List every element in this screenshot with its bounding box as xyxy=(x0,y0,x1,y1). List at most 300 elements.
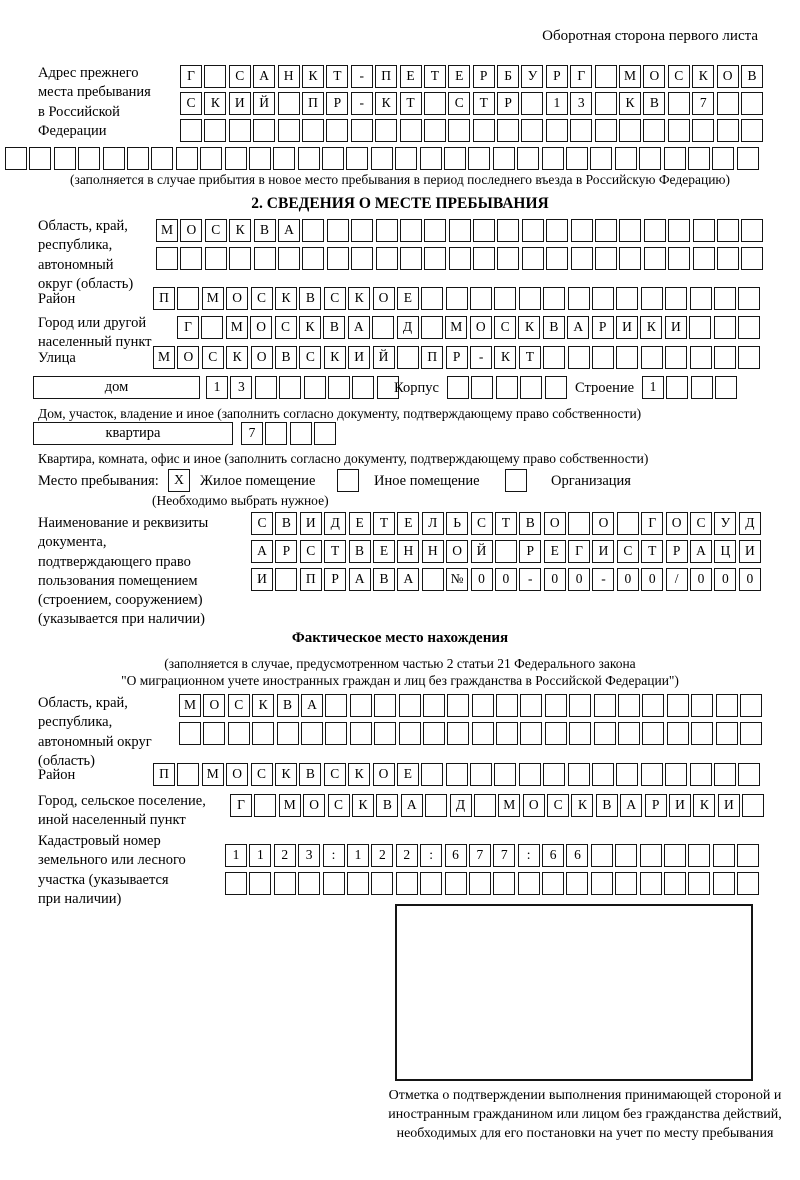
char-box xyxy=(716,694,738,717)
char-box xyxy=(741,92,763,115)
char-box xyxy=(714,346,736,369)
char-box: Т xyxy=(424,65,446,88)
char-box: С xyxy=(300,540,322,563)
char-box xyxy=(595,92,617,115)
char-box xyxy=(546,247,568,270)
actual-region-row-2 xyxy=(179,722,762,745)
char-box: И xyxy=(300,512,322,535)
char-box: Р xyxy=(592,316,614,339)
char-box xyxy=(667,722,689,745)
char-box xyxy=(325,722,347,745)
char-box: П xyxy=(421,346,443,369)
char-box: С xyxy=(690,512,712,535)
char-box: М xyxy=(153,346,175,369)
char-box: К xyxy=(494,346,516,369)
char-box xyxy=(543,763,565,786)
char-box xyxy=(5,147,27,170)
char-box: 0 xyxy=(544,568,566,591)
char-box xyxy=(594,722,616,745)
char-box: В xyxy=(643,92,665,115)
char-box xyxy=(738,346,760,369)
char-box xyxy=(471,376,493,399)
char-box: К xyxy=(518,316,540,339)
char-box xyxy=(351,119,373,142)
char-box xyxy=(254,794,276,817)
char-box: Т xyxy=(519,346,541,369)
char-box: 7 xyxy=(241,422,263,445)
char-box xyxy=(424,247,446,270)
char-box xyxy=(668,247,690,270)
char-box: А xyxy=(690,540,712,563)
char-box xyxy=(522,247,544,270)
char-box xyxy=(425,794,447,817)
char-box: А xyxy=(620,794,642,817)
char-box xyxy=(399,722,421,745)
char-box xyxy=(177,287,199,310)
char-box: Т xyxy=(473,92,495,115)
char-box xyxy=(738,287,760,310)
char-box: 1 xyxy=(546,92,568,115)
char-box xyxy=(424,219,446,242)
char-box xyxy=(176,147,198,170)
char-box xyxy=(517,147,539,170)
char-box: М xyxy=(619,65,641,88)
actual-region-label: Область, край, республика, автономный округ (область) xyxy=(38,695,152,769)
char-box: М xyxy=(202,287,224,310)
char-box xyxy=(641,346,663,369)
char-box: К xyxy=(275,287,297,310)
street-row xyxy=(153,346,760,369)
char-box xyxy=(302,219,324,242)
char-box xyxy=(225,147,247,170)
char-box: К xyxy=(571,794,593,817)
char-box: : xyxy=(518,844,540,867)
char-box: А xyxy=(397,568,419,591)
char-box xyxy=(374,722,396,745)
char-box: С xyxy=(448,92,470,115)
char-box: М xyxy=(202,763,224,786)
char-box: И xyxy=(718,794,740,817)
actual-city-label: Город, сельское поселение, иной населенный пункт xyxy=(38,793,206,829)
apartment-row xyxy=(241,422,336,445)
char-box: В xyxy=(519,512,541,535)
char-box xyxy=(473,219,495,242)
char-box: 2 xyxy=(371,844,393,867)
char-box: Т xyxy=(324,540,346,563)
char-box: С xyxy=(251,512,273,535)
char-box xyxy=(568,512,590,535)
char-box: С xyxy=(471,512,493,535)
char-box xyxy=(449,219,471,242)
char-box: Н xyxy=(422,540,444,563)
char-box xyxy=(203,722,225,745)
char-box xyxy=(468,147,490,170)
char-box: К xyxy=(692,65,714,88)
char-box: Е xyxy=(397,512,419,535)
char-box xyxy=(542,147,564,170)
char-box xyxy=(304,376,326,399)
char-box: С xyxy=(275,316,297,339)
char-box xyxy=(737,147,759,170)
char-box xyxy=(421,763,443,786)
char-box xyxy=(448,119,470,142)
document-row-1 xyxy=(251,512,761,535)
char-box xyxy=(496,694,518,717)
char-box: Т xyxy=(495,512,517,535)
char-box xyxy=(273,147,295,170)
char-box xyxy=(568,287,590,310)
cadastre-row-2 xyxy=(225,872,759,895)
char-box xyxy=(518,872,540,895)
char-box xyxy=(470,763,492,786)
char-box xyxy=(277,722,299,745)
char-box xyxy=(542,872,564,895)
char-box xyxy=(641,763,663,786)
char-box xyxy=(151,147,173,170)
char-box: О xyxy=(717,65,739,88)
char-box xyxy=(546,119,568,142)
char-box xyxy=(275,568,297,591)
char-box xyxy=(493,147,515,170)
char-box: Г xyxy=(230,794,252,817)
char-box: Р xyxy=(497,92,519,115)
house-number-row xyxy=(206,376,399,399)
char-box xyxy=(249,872,271,895)
char-box: К xyxy=(252,694,274,717)
char-box: О xyxy=(666,512,688,535)
char-box xyxy=(692,119,714,142)
option-organizaciya-label: Организация xyxy=(551,473,631,489)
char-box: 3 xyxy=(298,844,320,867)
char-box: М xyxy=(279,794,301,817)
char-box xyxy=(396,872,418,895)
char-box: В xyxy=(741,65,763,88)
char-box: 2 xyxy=(274,844,296,867)
char-box: 0 xyxy=(690,568,712,591)
char-box: П xyxy=(153,287,175,310)
char-box: О xyxy=(373,287,395,310)
char-box xyxy=(566,147,588,170)
char-box xyxy=(643,119,665,142)
char-box xyxy=(665,346,687,369)
char-box: Г xyxy=(568,540,590,563)
stroenie-row xyxy=(642,376,737,399)
char-box xyxy=(422,568,444,591)
char-box: К xyxy=(375,92,397,115)
char-box xyxy=(615,147,637,170)
char-box xyxy=(279,376,301,399)
char-box xyxy=(470,287,492,310)
char-box: В xyxy=(543,316,565,339)
char-box xyxy=(278,92,300,115)
char-box xyxy=(644,247,666,270)
char-box: И xyxy=(665,316,687,339)
char-box xyxy=(668,119,690,142)
char-box xyxy=(617,512,639,535)
char-box xyxy=(446,287,468,310)
char-box xyxy=(570,119,592,142)
char-box xyxy=(742,794,764,817)
char-box: 7 xyxy=(692,92,714,115)
char-box: О xyxy=(250,316,272,339)
char-box xyxy=(469,872,491,895)
char-box xyxy=(689,316,711,339)
char-box: Ц xyxy=(714,540,736,563)
char-box: В xyxy=(376,794,398,817)
char-box xyxy=(618,694,640,717)
char-box xyxy=(738,763,760,786)
prev-address-note: (заполняется в случае прибытия в новое место пребывания в период последнего въезда в Российскую Федерацию) xyxy=(69,172,731,187)
char-box xyxy=(290,422,312,445)
district-row xyxy=(153,287,760,310)
char-box xyxy=(665,287,687,310)
char-box: Е xyxy=(448,65,470,88)
char-box: А xyxy=(348,316,370,339)
char-box: Т xyxy=(326,65,348,88)
char-box xyxy=(201,316,223,339)
char-box xyxy=(265,422,287,445)
char-box: О xyxy=(523,794,545,817)
char-box xyxy=(327,219,349,242)
char-box: К xyxy=(640,316,662,339)
char-box: К xyxy=(204,92,226,115)
char-box xyxy=(717,92,739,115)
char-box xyxy=(371,147,393,170)
char-box xyxy=(594,694,616,717)
char-box xyxy=(472,694,494,717)
char-box xyxy=(519,287,541,310)
char-box: К xyxy=(302,65,324,88)
char-box: В xyxy=(254,219,276,242)
document-row-2 xyxy=(251,540,761,563)
char-box: В xyxy=(323,316,345,339)
char-box: К xyxy=(693,794,715,817)
char-box xyxy=(521,119,543,142)
char-box: Е xyxy=(397,287,419,310)
char-box: 0 xyxy=(714,568,736,591)
char-box xyxy=(371,872,393,895)
char-box xyxy=(302,247,324,270)
char-box: / xyxy=(666,568,688,591)
char-box xyxy=(664,844,686,867)
char-box: Й xyxy=(253,92,275,115)
char-box: Г xyxy=(180,65,202,88)
char-box xyxy=(566,872,588,895)
char-box xyxy=(737,844,759,867)
char-box xyxy=(619,247,641,270)
char-box: И xyxy=(229,92,251,115)
char-box xyxy=(641,287,663,310)
korpus-row xyxy=(447,376,567,399)
char-box: - xyxy=(351,65,373,88)
char-box xyxy=(667,694,689,717)
prev-address-row-1 xyxy=(180,65,763,88)
char-box: А xyxy=(567,316,589,339)
char-box: В xyxy=(349,540,371,563)
char-box xyxy=(666,376,688,399)
char-box xyxy=(618,722,640,745)
char-box xyxy=(691,722,713,745)
char-box: О xyxy=(203,694,225,717)
prev-address-row-3 xyxy=(180,119,763,142)
char-box: А xyxy=(301,694,323,717)
char-box: 0 xyxy=(617,568,639,591)
char-box xyxy=(642,722,664,745)
district-label: Район xyxy=(38,291,76,307)
char-box xyxy=(688,872,710,895)
char-box xyxy=(668,219,690,242)
char-box xyxy=(314,422,336,445)
checkbox-zhiloe: X xyxy=(168,469,190,492)
char-box xyxy=(545,694,567,717)
char-box xyxy=(717,247,739,270)
char-box: У xyxy=(714,512,736,535)
char-box: 2 xyxy=(396,844,418,867)
char-box xyxy=(717,219,739,242)
char-box: П xyxy=(375,65,397,88)
char-box xyxy=(200,147,222,170)
char-box: В xyxy=(277,694,299,717)
korpus-label: Корпус xyxy=(394,380,439,396)
char-box: В xyxy=(299,763,321,786)
stroenie-label: Строение xyxy=(575,380,635,396)
char-box: Д xyxy=(397,316,419,339)
char-box: В xyxy=(275,512,297,535)
char-box: М xyxy=(179,694,201,717)
char-box: 3 xyxy=(230,376,252,399)
char-box: 6 xyxy=(566,844,588,867)
char-box xyxy=(714,316,736,339)
char-box xyxy=(545,376,567,399)
char-box: Б xyxy=(497,65,519,88)
char-box xyxy=(495,540,517,563)
char-box: А xyxy=(251,540,273,563)
char-box xyxy=(545,722,567,745)
char-box xyxy=(615,872,637,895)
char-box xyxy=(474,794,496,817)
char-box: С xyxy=(205,219,227,242)
char-box: М xyxy=(498,794,520,817)
char-box xyxy=(737,872,759,895)
char-box: - xyxy=(351,92,373,115)
char-box xyxy=(375,119,397,142)
char-box xyxy=(421,316,443,339)
char-box xyxy=(180,119,202,142)
char-box xyxy=(494,287,516,310)
char-box xyxy=(592,287,614,310)
char-box xyxy=(493,872,515,895)
char-box xyxy=(420,147,442,170)
char-box: П xyxy=(300,568,322,591)
char-box: Г xyxy=(177,316,199,339)
char-box xyxy=(741,247,763,270)
char-box: 1 xyxy=(225,844,247,867)
stay-place-label: Место пребывания: xyxy=(38,473,159,489)
char-box xyxy=(205,247,227,270)
char-box xyxy=(400,119,422,142)
char-box xyxy=(644,219,666,242)
char-box: С xyxy=(668,65,690,88)
char-box: О xyxy=(470,316,492,339)
char-box: Р xyxy=(324,568,346,591)
char-box xyxy=(249,147,271,170)
char-box xyxy=(616,287,638,310)
char-box xyxy=(395,147,417,170)
char-box xyxy=(568,763,590,786)
char-box xyxy=(713,844,735,867)
char-box xyxy=(595,247,617,270)
city-row xyxy=(177,316,760,339)
char-box xyxy=(571,247,593,270)
char-box xyxy=(543,346,565,369)
char-box: № xyxy=(446,568,468,591)
house-note: Дом, участок, владение и иное (заполнить согласно документу, подтверждающему право собственности) xyxy=(38,406,642,421)
char-box xyxy=(278,119,300,142)
char-box xyxy=(496,722,518,745)
region-row-1 xyxy=(156,219,763,242)
char-box xyxy=(473,247,495,270)
char-box: В xyxy=(299,287,321,310)
actual-district-row xyxy=(153,763,760,786)
char-box xyxy=(204,119,226,142)
char-box xyxy=(424,119,446,142)
char-box xyxy=(350,694,372,717)
char-box: К xyxy=(275,763,297,786)
char-box xyxy=(400,219,422,242)
char-box xyxy=(665,763,687,786)
stay-place-note: (Необходимо выбрать нужное) xyxy=(152,493,329,508)
char-box xyxy=(421,287,443,310)
char-box: 7 xyxy=(469,844,491,867)
char-box xyxy=(688,844,710,867)
char-box xyxy=(693,219,715,242)
char-box xyxy=(229,119,251,142)
char-box xyxy=(595,119,617,142)
char-box: М xyxy=(156,219,178,242)
char-box xyxy=(713,872,735,895)
char-box: Е xyxy=(373,540,395,563)
char-box: Н xyxy=(278,65,300,88)
cadastre-row-1 xyxy=(225,844,759,867)
char-box: Н xyxy=(397,540,419,563)
char-box: С xyxy=(617,540,639,563)
char-box xyxy=(642,694,664,717)
char-box xyxy=(322,147,344,170)
option-zhiloe-label: Жилое помещение xyxy=(200,473,316,489)
char-box xyxy=(228,722,250,745)
char-box: О xyxy=(643,65,665,88)
char-box: С xyxy=(180,92,202,115)
char-box xyxy=(274,872,296,895)
char-box: К xyxy=(299,316,321,339)
char-box xyxy=(351,219,373,242)
char-box: И xyxy=(616,316,638,339)
char-box xyxy=(546,219,568,242)
char-box: О xyxy=(373,763,395,786)
char-box xyxy=(717,119,739,142)
char-box: В xyxy=(596,794,618,817)
char-box xyxy=(714,763,736,786)
char-box xyxy=(497,247,519,270)
section2-title: 2. СВЕДЕНИЯ О МЕСТЕ ПРЕБЫВАНИЯ xyxy=(251,195,549,212)
char-box xyxy=(497,219,519,242)
char-box: В xyxy=(373,568,395,591)
char-box xyxy=(640,872,662,895)
char-box: 1 xyxy=(347,844,369,867)
char-box: К xyxy=(352,794,374,817)
char-box: О xyxy=(177,346,199,369)
char-box: О xyxy=(446,540,468,563)
